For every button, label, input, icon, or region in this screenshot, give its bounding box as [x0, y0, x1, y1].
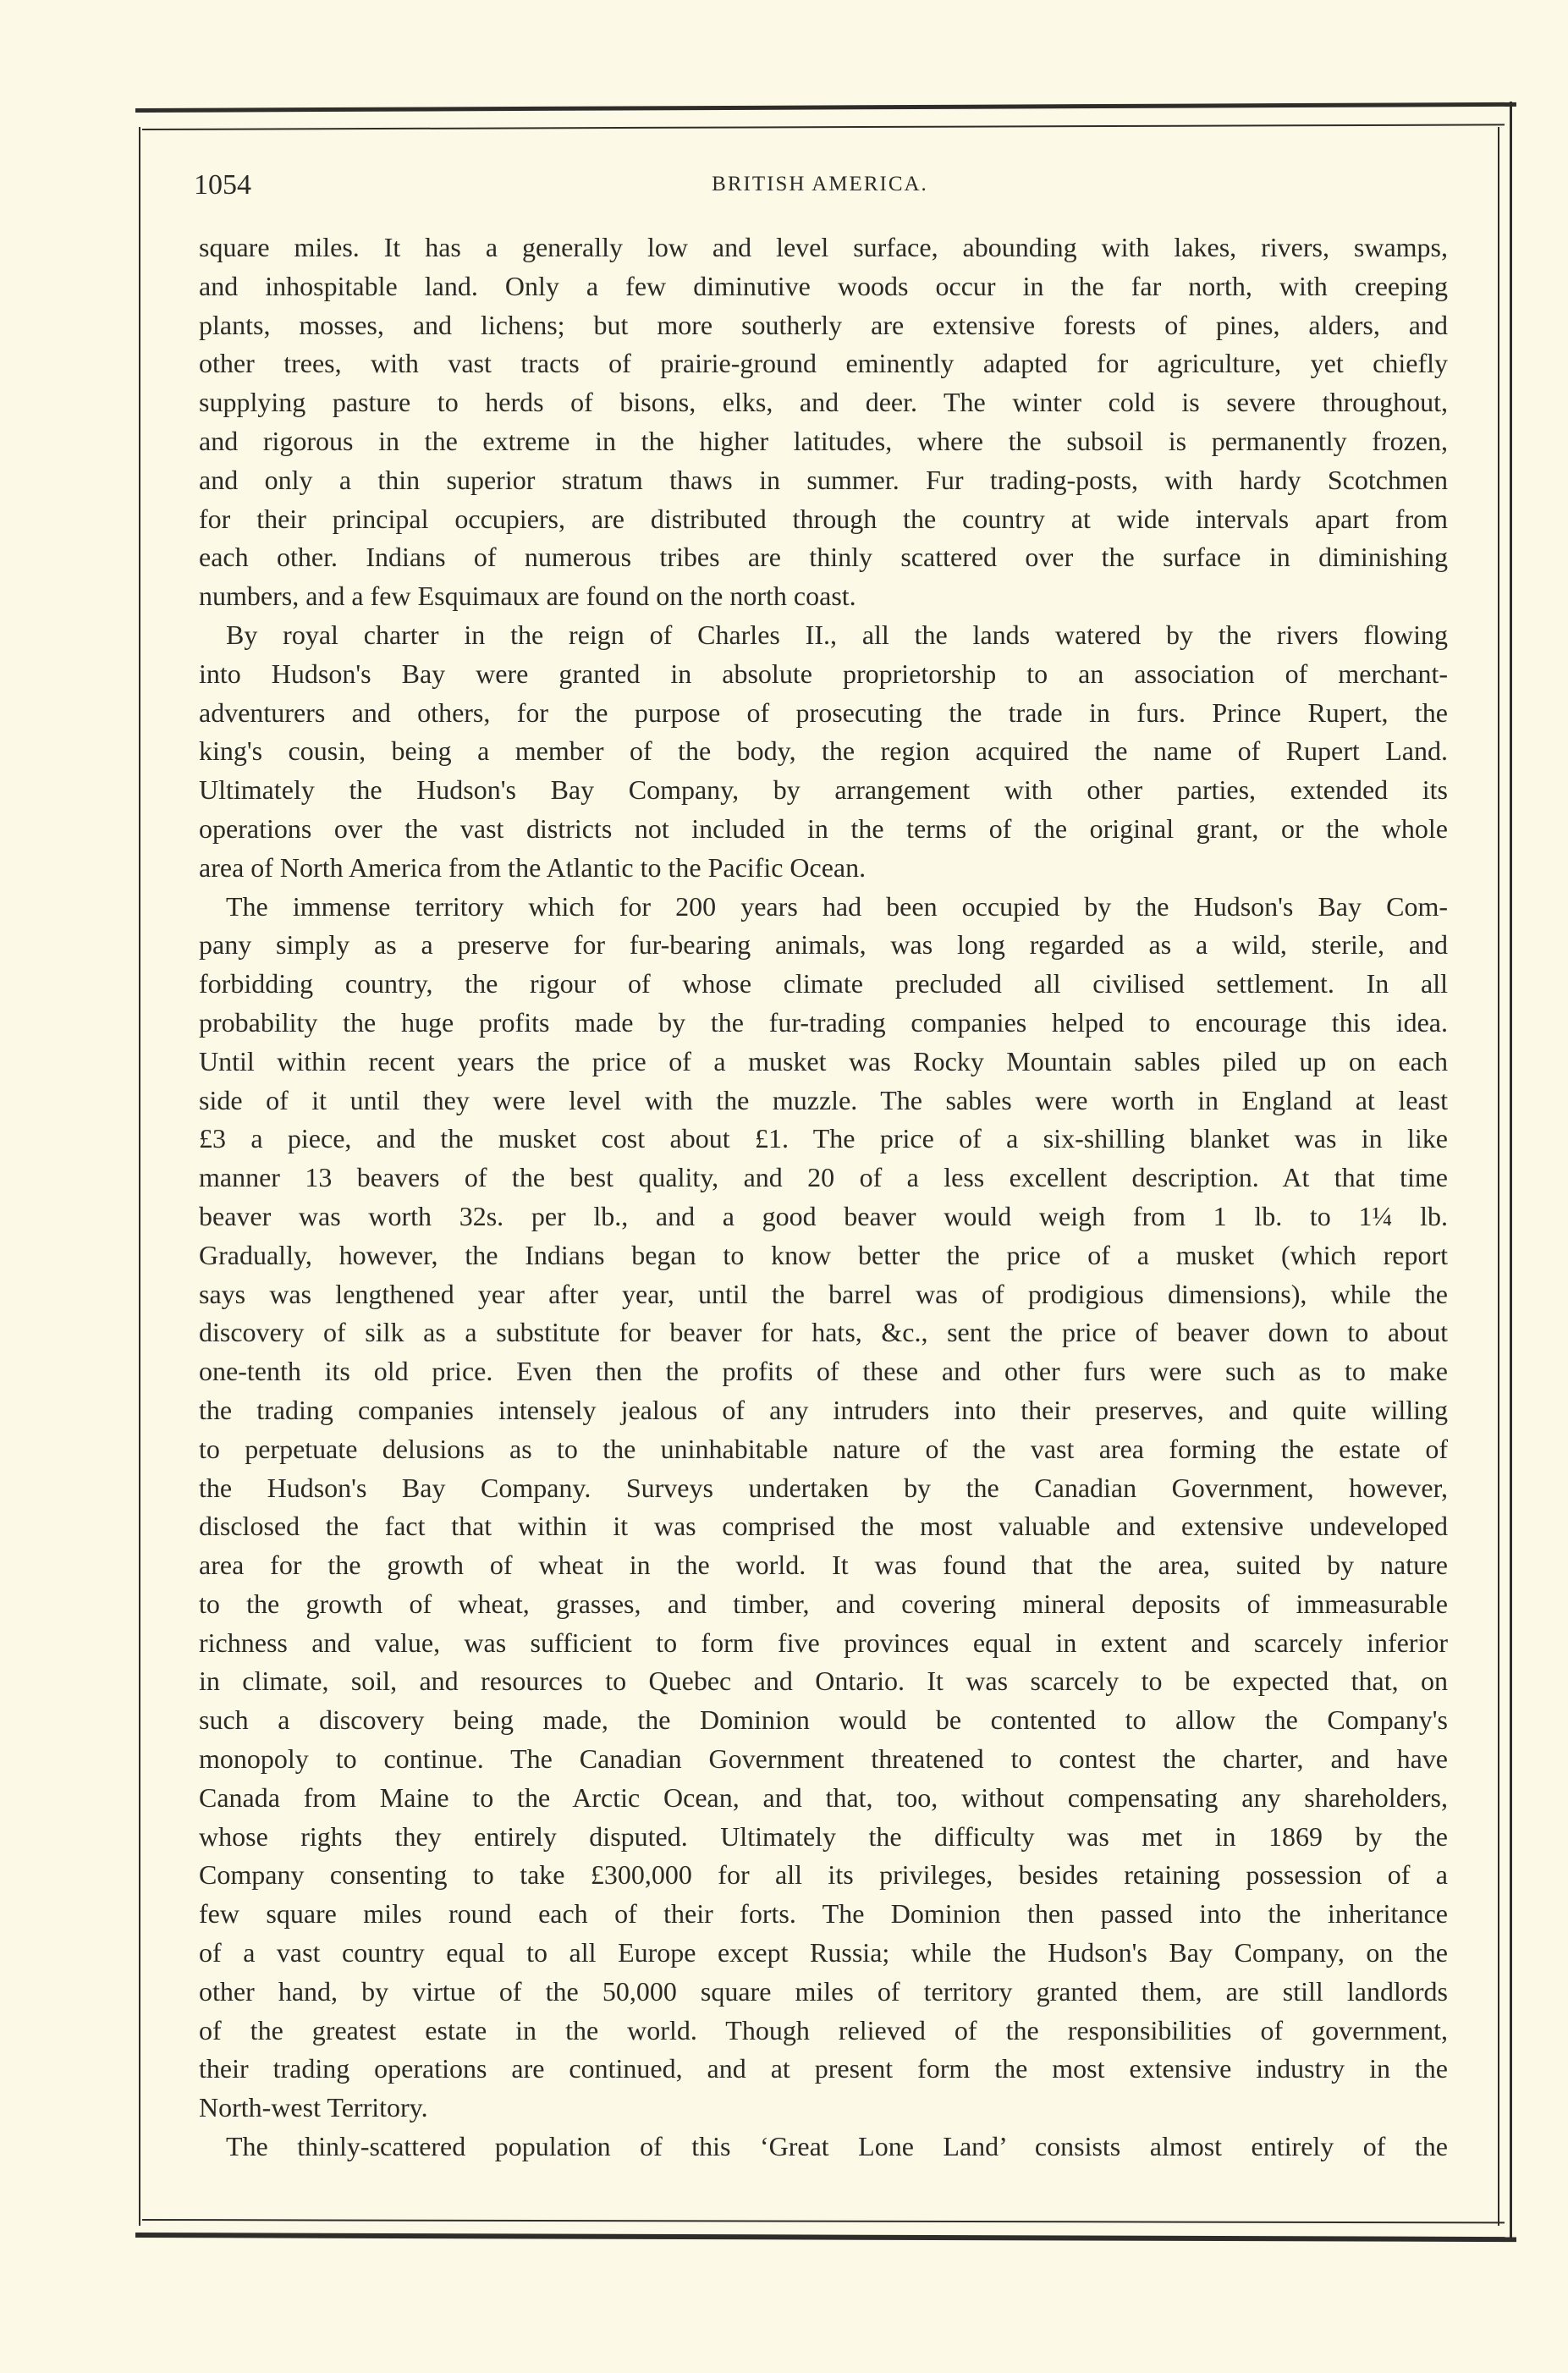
text-line: few square miles round each of their forts. The Dominion then passed into the inheritance — [199, 1898, 1448, 1930]
text-line: forbidding country, the rigour of whose climate precluded all civilised settlement. In all — [199, 968, 1448, 999]
top-border-thick — [135, 102, 1516, 113]
text-line: discovery of silk as a substitute for beaver for hats, &c., sent the price of beaver down to about — [199, 1317, 1448, 1348]
top-border-thin — [142, 124, 1505, 130]
right-border-outer — [1510, 102, 1512, 2238]
text-line: for their principal occupiers, are distributed through the country at wide intervals apart from — [199, 503, 1448, 534]
text-line: North-west Territory. — [199, 2092, 428, 2123]
text-line: area of North America from the Atlantic to the Pacific Ocean. — [199, 851, 867, 883]
text-line: Gradually, however, the Indians began to know better the price of a musket (which report — [199, 1239, 1448, 1270]
text-line: such a discovery being made, the Dominion would be contented to allow the Company's — [199, 1704, 1448, 1736]
text-line: Canada from Maine to the Arctic Ocean, and that, too, without compensating any shareholders, — [199, 1781, 1448, 1813]
text-line: and rigorous in the extreme in the higher latitudes, where the subsoil is permanently frozen, — [199, 425, 1448, 456]
text-line: of a vast country equal to all Europe except Russia; while the Hudson's Bay Company, on the — [199, 1937, 1448, 1968]
text-line: other hand, by virtue of the 50,000 square miles of territory granted them, are still landlords — [199, 1975, 1448, 2007]
text-line: Company consenting to take £300,000 for all its privileges, besides retaining possession of a — [199, 1859, 1448, 1891]
text-line: area for the growth of wheat in the world. It was found that the area, suited by nature — [199, 1550, 1448, 1581]
paragraph — [199, 888, 1448, 2128]
page-number: 1054 — [194, 169, 251, 201]
text-line: each other. Indians of numerous tribes are thinly scattered over the surface in diminishing — [199, 542, 1448, 573]
text-line: adventurers and others, for the purpose of prosecuting the trade in furs. Prince Rupert, the — [199, 696, 1448, 728]
text-line: and inhospitable land. Only a few diminutive woods occur in the far north, with creeping — [199, 270, 1448, 301]
text-line: the Hudson's Bay Company. Surveys undertaken by the Canadian Government, however, — [199, 1472, 1448, 1503]
running-head: BRITISH AMERICA. — [712, 173, 928, 195]
text-line: monopoly to continue. The Canadian Government threatened to contest the charter, and have — [199, 1743, 1448, 1775]
text-line: operations over the vast districts not included in the terms of the original grant, or the whole — [199, 812, 1448, 844]
text-line: king's cousin, being a member of the body, the region acquired the name of Rupert Land. — [199, 735, 1448, 767]
paragraph — [199, 2128, 1448, 2167]
text-line: Until within recent years the price of a musket was Rocky Mountain sables piled up on each — [199, 1045, 1448, 1076]
text-line: The thinly-scattered population of this ‘Great Lone Land’ consists almost entirely of the — [226, 2131, 1448, 2162]
text-line: whose rights they entirely disputed. Ultimately the difficulty was met in 1869 by the — [199, 1820, 1448, 1852]
text-line: of the greatest estate in the world. Though relieved of the responsibilities of government, — [199, 2014, 1448, 2045]
right-border-inner — [1498, 127, 1499, 2226]
bottom-border-thin — [142, 2219, 1505, 2223]
text-line: supplying pasture to herds of bisons, elks, and deer. The winter cold is severe throughout, — [199, 387, 1448, 418]
body-text — [199, 228, 1448, 2167]
text-line: into Hudson's Bay were granted in absolute proprietorship to an association of merchant- — [199, 658, 1448, 689]
text-line: beaver was worth 32s. per lb., and a good beaver would weigh from 1 lb. to 1¼ lb. — [199, 1200, 1448, 1231]
bottom-border-thick — [135, 2233, 1516, 2242]
text-line: and only a thin superior stratum thaws in summer. Fur trading-posts, with hardy Scotchmen — [199, 464, 1448, 495]
text-line: numbers, and a few Esquimaux are found on the north coast. — [199, 581, 856, 612]
text-line: to the growth of wheat, grasses, and timber, and covering mineral deposits of immeasurable — [199, 1588, 1448, 1619]
text-line: side of it until they were level with the muzzle. The sables were worth in England at least — [199, 1084, 1448, 1115]
text-line: in climate, soil, and resources to Quebec and Ontario. It was scarcely to be expected that, on — [199, 1666, 1448, 1697]
left-border — [139, 127, 140, 2226]
text-line: to perpetuate delusions as to the uninhabitable nature of the vast area forming the estate of — [199, 1433, 1448, 1464]
text-line: pany simply as a preserve for fur-bearing animals, was long regarded as a wild, sterile, and — [199, 929, 1448, 961]
text-line: manner 13 beavers of the best quality, and 20 of a less excellent description. At that time — [199, 1162, 1448, 1193]
paragraph — [199, 228, 1448, 616]
text-line: square miles. It has a generally low and level surface, abounding with lakes, rivers, swamps, — [199, 232, 1448, 262]
text-line: probability the huge profits made by the fur-trading companies helped to encourage this idea. — [199, 1006, 1448, 1038]
text-line: disclosed the fact that within it was comprised the most valuable and extensive undeveloped — [199, 1511, 1448, 1542]
text-line: The immense territory which for 200 years had been occupied by the Hudson's Bay Com- — [226, 890, 1448, 922]
text-line: other trees, with vast tracts of prairie-ground eminently adapted for agriculture, yet chiefly — [199, 348, 1448, 379]
text-line: the trading companies intensely jealous of any intruders into their preserves, and quite willing — [199, 1394, 1448, 1425]
text-line: says was lengthened year after year, until the barrel was of prodigious dimensions), while the — [199, 1278, 1448, 1309]
text-line: their trading operations are continued, and at present form the most extensive industry in the — [199, 2053, 1448, 2084]
text-line: plants, mosses, and lichens; but more southerly are extensive forests of pines, alders, and — [199, 309, 1448, 340]
text-line: richness and value, was sufficient to form five provinces equal in extent and scarcely inferior — [199, 1627, 1448, 1658]
text-line: Ultimately the Hudson's Bay Company, by arrangement with other parties, extended its — [199, 774, 1448, 806]
text-line: By royal charter in the reign of Charles II., all the lands watered by the rivers flowing — [226, 619, 1448, 650]
text-line: one-tenth its old price. Even then the profits of these and other furs were such as to make — [199, 1356, 1448, 1387]
text-line: £3 a piece, and the musket cost about £1. The price of a six-shilling blanket was in like — [199, 1123, 1448, 1154]
page-header — [194, 169, 1446, 206]
paragraph — [199, 616, 1448, 888]
